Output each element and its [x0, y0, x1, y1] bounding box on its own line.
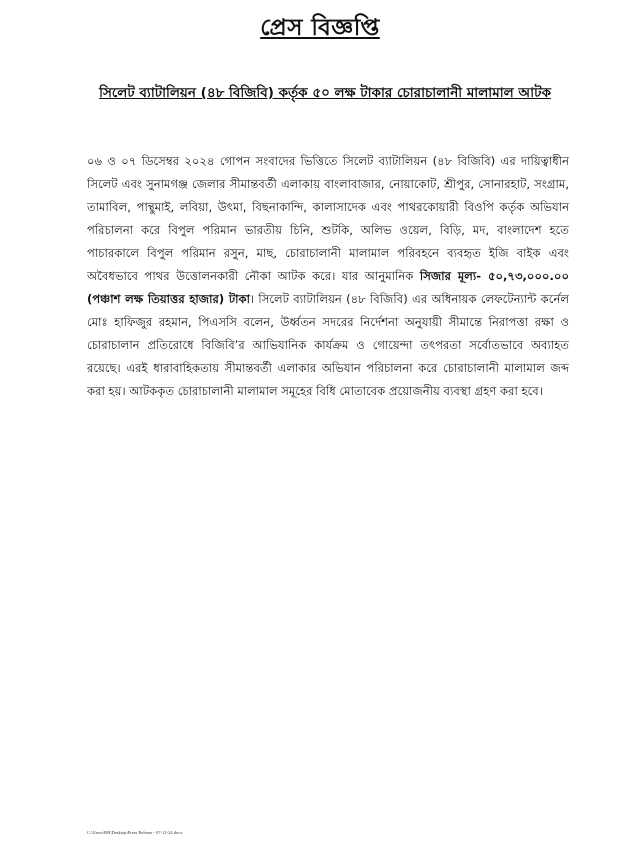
body-text-part-1: ০৬ ও ০৭ ডিসেম্বর ২০২৪ গোপন সংবাদের ভিত্তিতে সিলেট ব্যাটালিয়ন (৪৮ বিজিবি) এর দায়িত্বাধীন সিলেট এবং সুনামগঞ্জ জেলার সীমান্তবর্তী এলাকায় বাংলাবাজার, নোয়াকোট, শ্রীপুর, সোনারহাট, সংগ্রাম, তামাবিল, পান্থুমাই, লবিয়া, উৎমা, বিছনাকান্দি, কালাসাদেক এবং পাথরকোয়ারী বিওপি কর্তৃক অভিযান পরিচালনা করে বিপুল পরিমান ভারতীয় চিনি, শুটকি, অলিভ ওয়েল, বিড়ি, মদ, বাংলাদেশ হতে পাচারকালে বিপুল পরিমান রসুন, মাছ, চোরাচালানী মালামাল পরিবহনে ব্যবহৃত ইজি বাইক এবং অবৈধভাবে পাথর উত্তোলনকারী নৌকা আটক করে। যার আনুমানিক	[87, 154, 569, 283]
press-release-body	[87, 150, 569, 403]
file-path-footer: C:\Users\BH\Desktop\Press Release - 07-12-24.docx	[87, 830, 183, 835]
body-text-part-2: । সিলেট ব্যাটালিয়ন (৪৮ বিজিবি) এর অধিনায়ক লেফটেন্যান্ট কর্নেল মোঃ হাফিজুর রহমান, পিএসসি বলেন, উর্ধ্বতন সদরের নির্দেশনা অনুযায়ী সীমান্তে নিরাপত্তা রক্ষা ও চোরাচালান প্রতিরোধে বিজিবি’র আভিযানিক কার্যক্রম ও গোয়েন্দা তৎপরতা সর্বোতভাবে অব্যাহত রয়েছে। এরই ধারাবাহিকতায় সীমান্তবর্তী এলাকার অভিযান পরিচালনা করে চোরাচালানী মালামাল জব্দ করা হয়। আটককৃত চোরাচালানী মালামাল সমূহের বিধি মোতাবেক প্রয়োজনীয় ব্যবস্থা গ্রহণ করা হবে।	[87, 292, 570, 398]
press-release-headline: সিলেট ব্যাটালিয়ন (৪৮ বিজিবি) কর্তৃক ৫০ লক্ষ টাকার চোরাচালানী মালামাল আটক	[99, 85, 551, 101]
seizure-value-highlight: সিজার মূল্য- ৫০,৭৩,০০০.০০ (পঞ্চাশ লক্ষ তিয়াত্তর হাজার) টাকা	[87, 269, 570, 306]
page-title: প্রেস বিজ্ঞপ্তি	[260, 15, 380, 41]
